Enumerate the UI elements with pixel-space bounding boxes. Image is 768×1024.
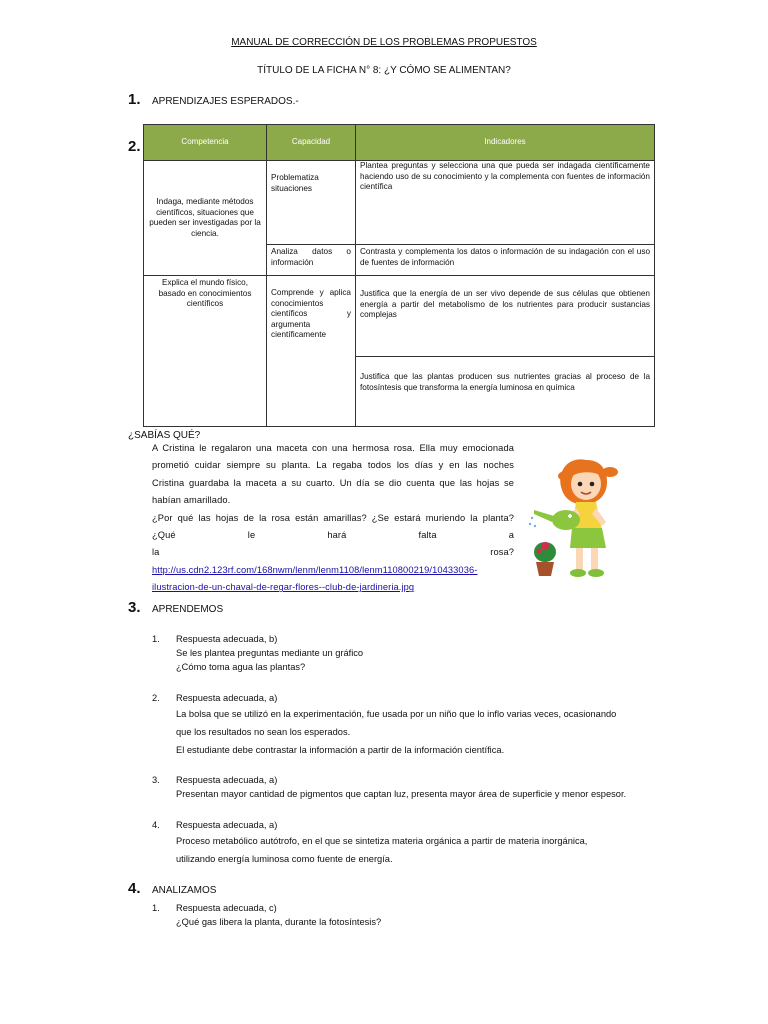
indicador-2a: Justifica que la energía de un ser vivo depende de sus células que obtienen energía a partir del metabolismo de los nutrientes para producir sustancias complejas bbox=[356, 276, 655, 357]
answer-text: utilizando energía luminosa como fuente de energía. bbox=[176, 854, 393, 864]
answer-text: ¿Cómo toma agua las plantas? bbox=[176, 662, 306, 672]
section3-number: 3. bbox=[128, 599, 141, 616]
answer-text: Se les plantea preguntas mediante un gráfico bbox=[176, 648, 364, 658]
s3-item-3-number: 3. bbox=[152, 775, 160, 785]
table-header-capacidad: Capacidad bbox=[267, 125, 356, 161]
s3-item-1-number: 1. bbox=[152, 634, 160, 644]
indicador-2b: Justifica que las plantas producen sus nutrientes gracias al proceso de la fotosíntesis que transforma la energía luminosa en química bbox=[356, 357, 655, 427]
sheet-title: TÍTULO DE LA FICHA N° 8: ¿Y CÓMO SE ALIMENTAN? bbox=[257, 65, 511, 76]
girl-watering-plant-illustration bbox=[526, 452, 636, 582]
indicador-1a: Plantea preguntas y selecciona una que pueda ser indagada científicamente haciendo uso de su conocimiento y la complementa con fuentes de información científica bbox=[356, 161, 655, 245]
story-line: habían amarillado. bbox=[152, 495, 231, 506]
story-line: Cristina guardaba la maceta a su cuarto. Un día se dio cuenta que las hojas se bbox=[152, 477, 514, 488]
image-source-link-cont[interactable]: ilustracion-de-un-chaval-de-regar-flores--club-de-jardineria.jpg bbox=[152, 582, 415, 593]
capacidad-2: Comprende y aplica conocimientos científicos y argumenta científicamente bbox=[267, 276, 356, 427]
section3-title: APRENDEMOS bbox=[152, 604, 224, 615]
section1-title: APRENDIZAJES ESPERADOS.- bbox=[152, 96, 299, 107]
competencia-2: Explica el mundo físico, basado en conocimientos científicos bbox=[144, 276, 267, 427]
capacidad-1b: Analiza datos o información bbox=[267, 245, 356, 276]
sabias-story bbox=[152, 440, 514, 597]
answer-label: Respuesta adecuada, a) bbox=[176, 820, 278, 830]
s3-item-2 bbox=[176, 691, 666, 759]
indicador-1b: Contrasta y complementa los datos o información de su indagación con el uso de fuentes de información bbox=[356, 245, 655, 276]
s3-item-4-number: 4. bbox=[152, 820, 160, 830]
s3-item-2-number: 2. bbox=[152, 693, 160, 703]
section4-number: 4. bbox=[128, 880, 141, 897]
s3-item-1 bbox=[176, 632, 363, 674]
answer-text: que los resultados no sean los esperados. bbox=[176, 727, 351, 737]
answer-text: Proceso metabólico autótrofo, en el que se sintetiza materia orgánica a partir de materia inorgánica, bbox=[176, 836, 588, 846]
answer-text: Presentan mayor cantidad de pigmentos que captan luz, presenta mayor área de superficie y menor espesor. bbox=[176, 789, 627, 799]
answer-label: Respuesta adecuada, a) bbox=[176, 775, 278, 785]
s3-item-3 bbox=[176, 773, 626, 801]
answer-label: Respuesta adecuada, b) bbox=[176, 634, 278, 644]
table-header-indicadores: Indicadores bbox=[356, 125, 655, 161]
capacidad-1a: Problematiza situaciones bbox=[267, 161, 356, 245]
answer-text: El estudiante debe contrastar la información a partir de la información científica. bbox=[176, 745, 505, 755]
table-header-competencia: Competencia bbox=[144, 125, 267, 161]
story-line: ¿Qué le hará falta a la rosa? bbox=[152, 530, 514, 558]
sabias-title: ¿SABÍAS QUÉ? bbox=[128, 430, 201, 441]
story-line: prometió cuidar siempre su planta. La regaba todos los días y en las noches bbox=[152, 460, 514, 471]
answer-text: La bolsa que se utilizó en la experimentación, fue usada por un niño que lo inflo varias veces, ocasionando bbox=[176, 709, 617, 719]
story-line: ¿Por qué las hojas de la rosa están amarillas? ¿Se estará muriendo la planta? bbox=[152, 512, 514, 523]
manual-title: MANUAL DE CORRECCIÓN DE LOS PROBLEMAS PROPUESTOS bbox=[231, 37, 537, 48]
answer-label: Respuesta adecuada, c) bbox=[176, 903, 277, 913]
s3-item-4 bbox=[176, 818, 587, 868]
section1-number: 1. bbox=[128, 91, 141, 108]
competencia-1: Indaga, mediante métodos científicos, situaciones que pueden ser investigadas por la ciencia. bbox=[144, 161, 267, 276]
s4-item-1 bbox=[176, 901, 381, 929]
answer-text: ¿Qué gas libera la planta, durante la fotosíntesis? bbox=[176, 917, 382, 927]
competency-table bbox=[143, 124, 655, 427]
section2-number: 2. bbox=[128, 138, 141, 155]
answer-label: Respuesta adecuada, a) bbox=[176, 693, 278, 703]
section4-title: ANALIZAMOS bbox=[152, 885, 217, 896]
image-source-link[interactable]: http://us.cdn2.123rf.com/168nwm/lenm/lenm1108/lenm110800219/10433036- bbox=[152, 564, 478, 575]
story-line: A Cristina le regalaron una maceta con una hermosa rosa. Ella muy emocionada bbox=[152, 443, 514, 453]
s4-item-1-number: 1. bbox=[152, 903, 160, 913]
